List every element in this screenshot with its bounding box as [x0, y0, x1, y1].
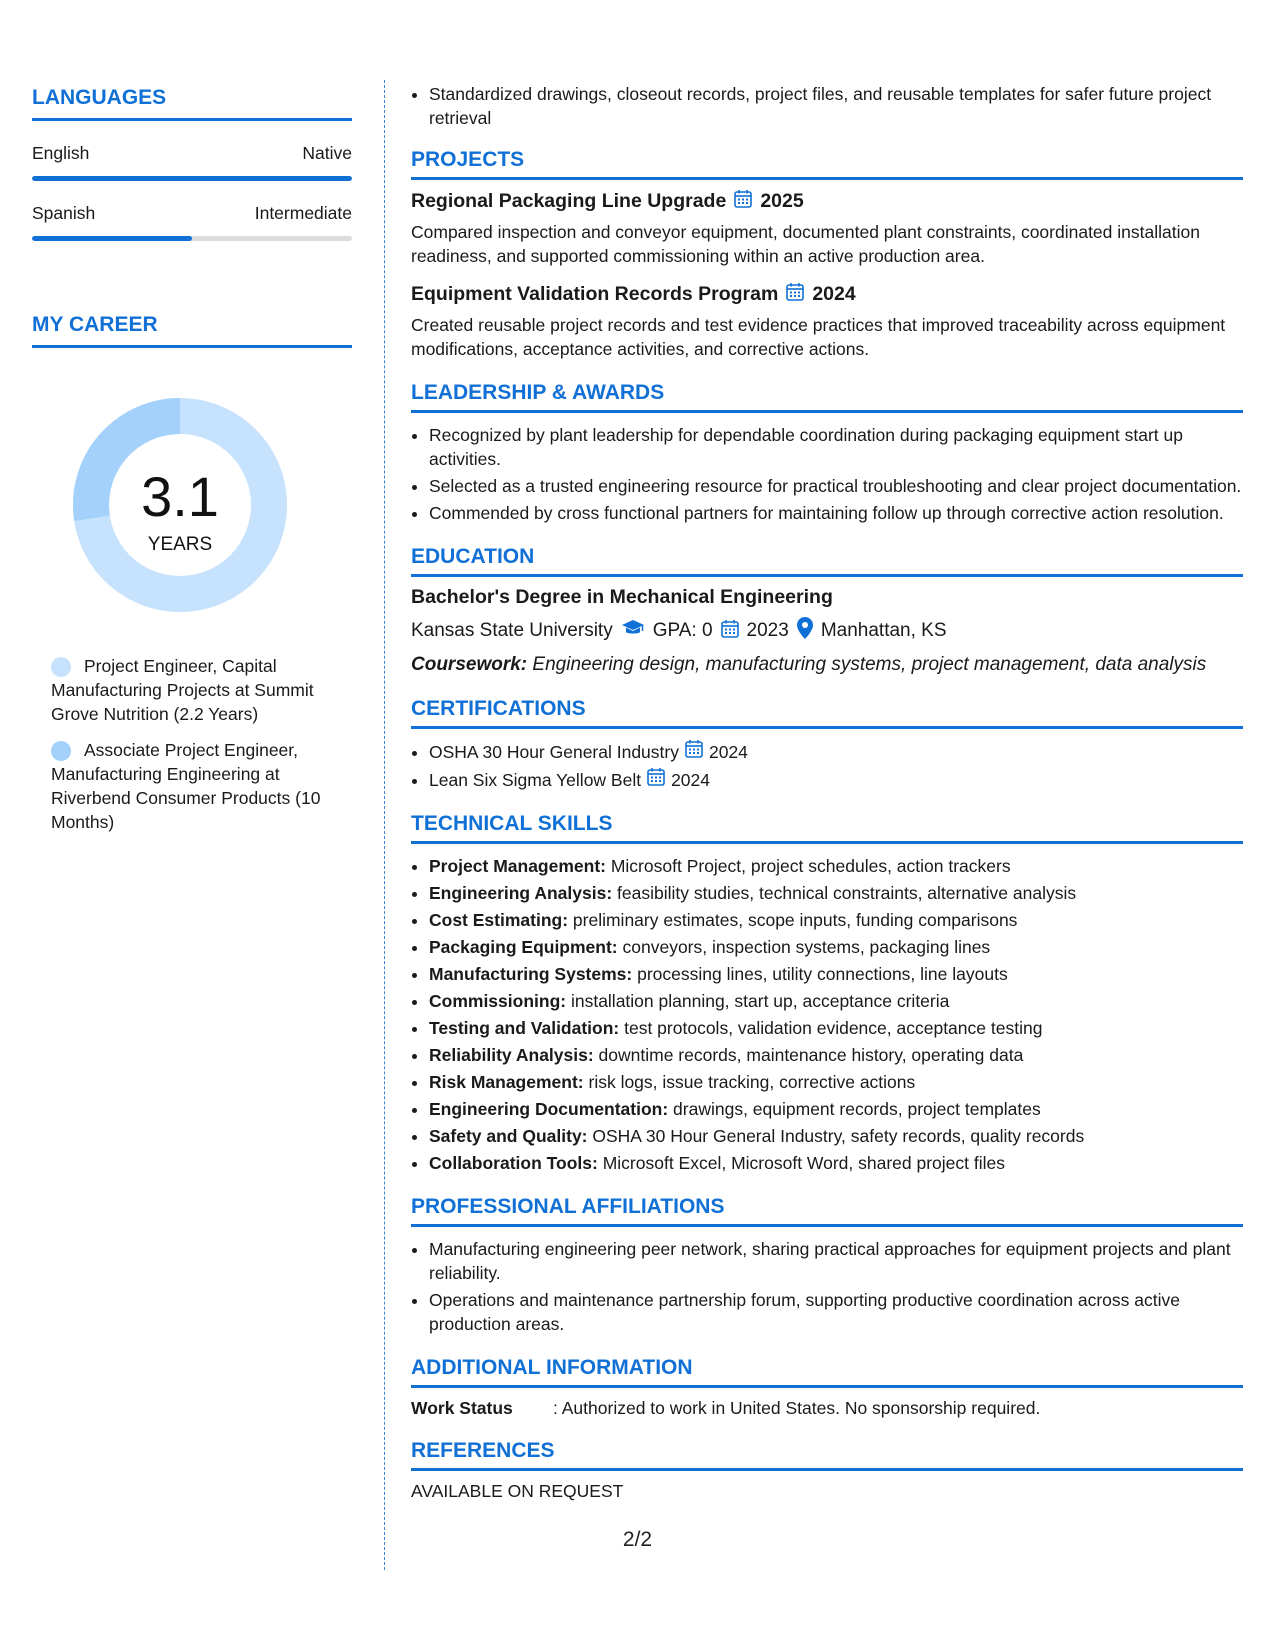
- project-title: Regional Packaging Line Upgrade: [411, 190, 727, 212]
- language-proficiency-bar: [32, 236, 352, 241]
- career-legend: [32, 654, 352, 834]
- work-status-value: : Authorized to work in United States. No sponsorship required.: [553, 1398, 1041, 1418]
- certification-item: • OSHA 30 Hour General Industry 2024: [429, 739, 1243, 764]
- project-year: 2024: [812, 283, 856, 305]
- skill-item: • Project Management: Microsoft Project, project schedules, action trackers: [429, 854, 1243, 878]
- projects-heading: PROJECTS: [411, 148, 1243, 180]
- skill-item: • Engineering Analysis: feasibility studies, technical constraints, alternative analysis: [429, 881, 1243, 905]
- language-spanish: [32, 203, 352, 241]
- additional-info-section: [411, 1356, 1243, 1419]
- graduation-cap-icon: [621, 619, 645, 643]
- leadership-item: • Commended by cross functional partners for maintaining follow up through corrective action resolution.: [429, 501, 1243, 525]
- calendar-icon: [685, 739, 703, 764]
- skill-item: • Collaboration Tools: Microsoft Excel, Microsoft Word, shared project files: [429, 1151, 1243, 1175]
- career-item: Associate Project Engineer, Manufacturing Engineering at Riverbend Consumer Products (10 Months): [51, 740, 321, 832]
- gpa: GPA: 0: [652, 620, 713, 641]
- education-year: 2023: [746, 620, 789, 641]
- leadership-item: • Selected as a trusted engineering resource for practical troubleshooting and clear project documentation.: [429, 474, 1243, 498]
- skill-item: • Manufacturing Systems: processing lines, utility connections, line layouts: [429, 962, 1243, 986]
- project-description: Created reusable project records and test evidence practices that improved traceability across equipment modifications, acceptance activities, and corrective actions.: [411, 315, 1226, 359]
- projects-section: [411, 148, 1243, 361]
- main-content: [411, 82, 1243, 1522]
- project-year: 2025: [760, 190, 804, 212]
- sidebar: [32, 86, 352, 846]
- references-text: AVAILABLE ON REQUEST: [411, 1481, 624, 1501]
- language-level: Intermediate: [254, 203, 352, 223]
- affiliations-section: [411, 1195, 1243, 1336]
- skill-item: • Safety and Quality: OSHA 30 Hour General Industry, safety records, quality records: [429, 1124, 1243, 1148]
- calendar-icon: [721, 619, 739, 644]
- references-section: [411, 1439, 1243, 1502]
- career-donut-chart: [67, 392, 293, 618]
- leadership-section: [411, 381, 1243, 525]
- career-total-years: 3.1: [141, 465, 219, 528]
- skill-item: • Commissioning: installation planning, start up, acceptance criteria: [429, 989, 1243, 1013]
- languages-heading: LANGUAGES: [32, 86, 352, 121]
- skills-heading: TECHNICAL SKILLS: [411, 812, 1243, 844]
- degree: Bachelor's Degree in Mechanical Engineering: [411, 586, 833, 608]
- education-details: [411, 617, 1243, 645]
- legend-dot-icon: [51, 741, 71, 761]
- education-location: Manhattan, KS: [820, 620, 947, 641]
- legend-dot-icon: [51, 657, 71, 677]
- calendar-icon: [786, 282, 804, 307]
- skill-item: • Packaging Equipment: conveyors, inspection systems, packaging lines: [429, 935, 1243, 959]
- project-title-row: [411, 282, 1243, 307]
- experience-bullet: • Standardized drawings, closeout records, project files, and reusable templates for safer future project retrieval: [429, 82, 1243, 130]
- skills-section: [411, 812, 1243, 1175]
- skill-item: • Engineering Documentation: drawings, equipment records, project templates: [429, 1097, 1243, 1121]
- certifications-section: [411, 697, 1243, 792]
- language-proficiency-bar: [32, 176, 352, 181]
- additional-info-heading: ADDITIONAL INFORMATION: [411, 1356, 1243, 1388]
- certification-item: • Lean Six Sigma Yellow Belt 2024: [429, 767, 1243, 792]
- career-item: Project Engineer, Capital Manufacturing Projects at Summit Grove Nutrition (2.2 Years): [51, 656, 314, 724]
- skill-item: • Cost Estimating: preliminary estimates, scope inputs, funding comparisons: [429, 908, 1243, 932]
- calendar-icon: [734, 189, 752, 214]
- page-number: 2/2: [622, 1528, 653, 1551]
- language-name: English: [32, 143, 90, 163]
- leadership-item: • Recognized by plant leadership for dependable coordination during packaging equipment start up activities.: [429, 423, 1243, 471]
- skill-item: • Reliability Analysis: downtime records, maintenance history, operating data: [429, 1043, 1243, 1067]
- work-status-label: Work Status: [411, 1398, 513, 1418]
- affiliation-item: • Operations and maintenance partnership forum, supporting productive coordination across active production areas.: [429, 1288, 1243, 1336]
- project-description: Compared inspection and conveyor equipment, documented plant constraints, coordinated installation readiness, and supported commissioning within an active production area.: [411, 222, 1200, 266]
- language-level: Native: [302, 143, 352, 163]
- affiliations-heading: PROFESSIONAL AFFILIATIONS: [411, 1195, 1243, 1227]
- project-title-row: [411, 189, 1243, 214]
- education-section: [411, 545, 1243, 677]
- school: Kansas State University: [411, 620, 613, 641]
- language-english: [32, 143, 352, 181]
- certifications-heading: CERTIFICATIONS: [411, 697, 1243, 729]
- references-heading: REFERENCES: [411, 1439, 1243, 1471]
- skill-item: • Risk Management: risk logs, issue tracking, corrective actions: [429, 1070, 1243, 1094]
- education-heading: EDUCATION: [411, 545, 1243, 577]
- language-name: Spanish: [32, 203, 96, 223]
- career-heading: MY CAREER: [32, 313, 352, 348]
- leadership-heading: LEADERSHIP & AWARDS: [411, 381, 1243, 413]
- map-pin-icon: [797, 617, 813, 645]
- skill-item: • Testing and Validation: test protocols, validation evidence, acceptance testing: [429, 1016, 1243, 1040]
- coursework: Coursework: Engineering design, manufacturing systems, project management, data analysis: [411, 654, 1207, 675]
- calendar-icon: [647, 767, 665, 792]
- career-total-unit: YEARS: [147, 534, 213, 555]
- column-divider: [384, 80, 385, 1570]
- project-title: Equipment Validation Records Program: [411, 283, 779, 305]
- affiliation-item: • Manufacturing engineering peer network, sharing practical approaches for equipment projects and plant reliability.: [429, 1237, 1243, 1285]
